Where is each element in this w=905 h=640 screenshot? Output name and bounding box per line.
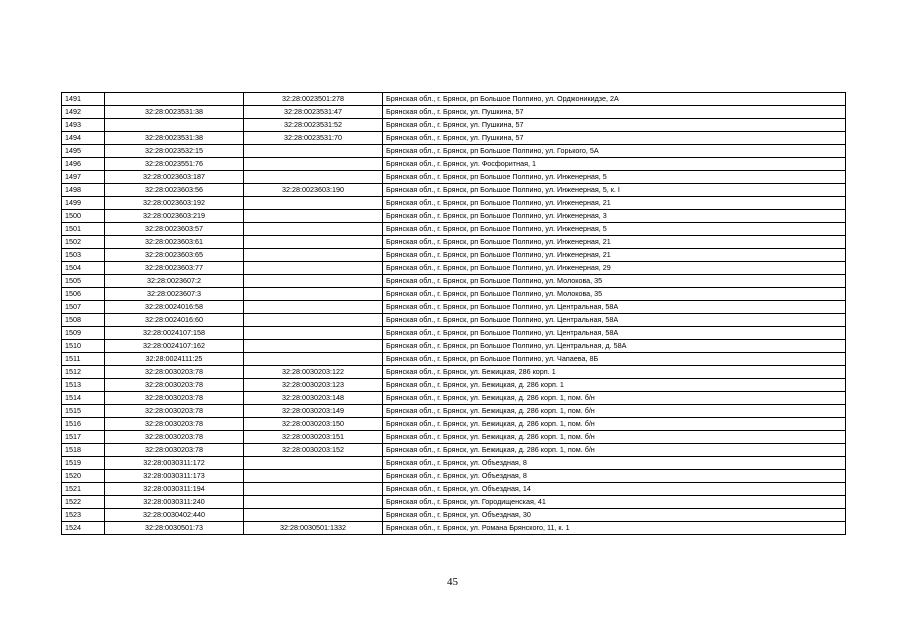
cadastral-number-cell: 32:28:0023603:61 — [105, 236, 244, 249]
cadastral-number-cell: 32:28:0023603:219 — [105, 210, 244, 223]
table-row — [62, 262, 846, 275]
cadastral-number-cell: 32:28:0030311:194 — [105, 483, 244, 496]
object-cadastral-number-cell: 32:28:0023531:70 — [244, 132, 383, 145]
address-cell: Брянская обл., г. Брянск, рп Большое Полпино, ул. Центральная, 58А — [383, 327, 846, 340]
address-cell: Брянская обл., г. Брянск, ул. Фосфоритная, 1 — [383, 158, 846, 171]
row-number-cell: 1502 — [62, 236, 105, 249]
object-cadastral-number-cell: 32:28:0030203:152 — [244, 444, 383, 457]
address-cell: Брянская обл., г. Брянск, рп Большое Полпино, ул. Молокова, 35 — [383, 275, 846, 288]
object-cadastral-number-cell: 32:28:0030203:122 — [244, 366, 383, 379]
table-row — [62, 379, 846, 392]
object-cadastral-number-cell — [244, 223, 383, 236]
table-row — [62, 158, 846, 171]
object-cadastral-number-cell — [244, 483, 383, 496]
object-cadastral-number-cell: 32:28:0030203:150 — [244, 418, 383, 431]
table-row — [62, 496, 846, 509]
cadastral-number-cell: 32:28:0023551:76 — [105, 158, 244, 171]
address-cell: Брянская обл., г. Брянск, ул. Объездная, 30 — [383, 509, 846, 522]
table-row — [62, 327, 846, 340]
row-number-cell: 1494 — [62, 132, 105, 145]
table-row — [62, 106, 846, 119]
address-cell: Брянская обл., г. Брянск, ул. Романа Брянского, 11, к. 1 — [383, 522, 846, 535]
row-number-cell: 1495 — [62, 145, 105, 158]
row-number-cell: 1493 — [62, 119, 105, 132]
table-row — [62, 418, 846, 431]
object-cadastral-number-cell — [244, 301, 383, 314]
table-row — [62, 366, 846, 379]
object-cadastral-number-cell: 32:28:0023531:52 — [244, 119, 383, 132]
table-row — [62, 509, 846, 522]
address-cell: Брянская обл., г. Брянск, ул. Объездная, 14 — [383, 483, 846, 496]
cadastral-number-cell: 32:28:0030311:172 — [105, 457, 244, 470]
address-cell: Брянская обл., г. Брянск, ул. Пушкина, 57 — [383, 132, 846, 145]
address-cell: Брянская обл., г. Брянск, рп Большое Полпино, ул. Центральная, д. 58А — [383, 340, 846, 353]
object-cadastral-number-cell: 32:28:0030203:148 — [244, 392, 383, 405]
row-number-cell: 1507 — [62, 301, 105, 314]
row-number-cell: 1497 — [62, 171, 105, 184]
address-cell: Брянская обл., г. Брянск, ул. Бежицкая, д. 286 корп. 1, пом. б/н — [383, 405, 846, 418]
table-row — [62, 431, 846, 444]
object-cadastral-number-cell — [244, 457, 383, 470]
row-number-cell: 1501 — [62, 223, 105, 236]
object-cadastral-number-cell — [244, 275, 383, 288]
row-number-cell: 1513 — [62, 379, 105, 392]
row-number-cell: 1503 — [62, 249, 105, 262]
object-cadastral-number-cell: 32:28:0030203:151 — [244, 431, 383, 444]
row-number-cell: 1510 — [62, 340, 105, 353]
address-cell: Брянская обл., г. Брянск, ул. Бежицкая, д. 286 корп. 1, пом. б/н — [383, 431, 846, 444]
address-cell: Брянская обл., г. Брянск, рп Большое Полпино, ул. Инженерная, 5, к. I — [383, 184, 846, 197]
table-row — [62, 236, 846, 249]
address-cell: Брянская обл., г. Брянск, ул. Пушкина, 57 — [383, 106, 846, 119]
object-cadastral-number-cell — [244, 314, 383, 327]
row-number-cell: 1492 — [62, 106, 105, 119]
table-row — [62, 392, 846, 405]
row-number-cell: 1522 — [62, 496, 105, 509]
table-row — [62, 457, 846, 470]
cadastral-number-cell — [105, 93, 244, 106]
address-cell: Брянская обл., г. Брянск, ул. Бежицкая, д. 286 корп. 1, пом. б/н — [383, 392, 846, 405]
address-cell: Брянская обл., г. Брянск, рп Большое Полпино, ул. Инженерная, 5 — [383, 171, 846, 184]
cadastral-number-cell: 32:28:0030203:78 — [105, 444, 244, 457]
object-cadastral-number-cell — [244, 197, 383, 210]
cadastral-number-cell: 32:28:0030402:440 — [105, 509, 244, 522]
table-row — [62, 405, 846, 418]
cadastral-number-cell: 32:28:0024016:60 — [105, 314, 244, 327]
address-cell: Брянская обл., г. Брянск, ул. Пушкина, 57 — [383, 119, 846, 132]
row-number-cell: 1504 — [62, 262, 105, 275]
page-number: 45 — [447, 576, 458, 588]
object-cadastral-number-cell — [244, 249, 383, 262]
row-number-cell: 1500 — [62, 210, 105, 223]
object-cadastral-number-cell: 32:28:0030203:123 — [244, 379, 383, 392]
table-row — [62, 301, 846, 314]
cadastral-number-cell: 32:28:0024107:162 — [105, 340, 244, 353]
cadastral-number-cell: 32:28:0030203:78 — [105, 366, 244, 379]
address-cell: Брянская обл., г. Брянск, рп Большое Полпино, ул. Чапаева, 8Б — [383, 353, 846, 366]
cadastral-number-cell: 32:28:0030203:78 — [105, 405, 244, 418]
table-row — [62, 249, 846, 262]
table-row — [62, 184, 846, 197]
table-row — [62, 288, 846, 301]
row-number-cell: 1519 — [62, 457, 105, 470]
table-row — [62, 145, 846, 158]
cadastral-number-cell: 32:28:0030203:78 — [105, 418, 244, 431]
cadastral-number-cell: 32:28:0024111:25 — [105, 353, 244, 366]
object-cadastral-number-cell: 32:28:0030501:1332 — [244, 522, 383, 535]
row-number-cell: 1508 — [62, 314, 105, 327]
object-cadastral-number-cell — [244, 340, 383, 353]
cadastral-number-cell: 32:28:0030203:78 — [105, 379, 244, 392]
object-cadastral-number-cell — [244, 353, 383, 366]
address-cell: Брянская обл., г. Брянск, рп Большое Полпино, ул. Горького, 5А — [383, 145, 846, 158]
cadastral-number-cell: 32:28:0023603:57 — [105, 223, 244, 236]
object-cadastral-number-cell: 32:28:0023603:190 — [244, 184, 383, 197]
row-number-cell: 1491 — [62, 93, 105, 106]
row-number-cell: 1511 — [62, 353, 105, 366]
object-cadastral-number-cell — [244, 509, 383, 522]
object-cadastral-number-cell — [244, 327, 383, 340]
object-cadastral-number-cell: 32:28:0023531:47 — [244, 106, 383, 119]
row-number-cell: 1506 — [62, 288, 105, 301]
object-cadastral-number-cell: 32:28:0023501:278 — [244, 93, 383, 106]
address-cell: Брянская обл., г. Брянск, ул. Бежицкая, 286 корп. 1 — [383, 366, 846, 379]
row-number-cell: 1499 — [62, 197, 105, 210]
row-number-cell: 1496 — [62, 158, 105, 171]
table-row — [62, 197, 846, 210]
address-cell: Брянская обл., г. Брянск, ул. Городищенская, 41 — [383, 496, 846, 509]
row-number-cell: 1515 — [62, 405, 105, 418]
table-row — [62, 171, 846, 184]
property-register-table — [61, 92, 846, 535]
address-cell: Брянская обл., г. Брянск, рп Большое Полпино, ул. Центральная, 58А — [383, 314, 846, 327]
row-number-cell: 1514 — [62, 392, 105, 405]
address-cell: Брянская обл., г. Брянск, рп Большое Полпино, ул. Инженерная, 3 — [383, 210, 846, 223]
table-row — [62, 353, 846, 366]
table-row — [62, 340, 846, 353]
object-cadastral-number-cell — [244, 236, 383, 249]
row-number-cell: 1512 — [62, 366, 105, 379]
table-row — [62, 444, 846, 457]
row-number-cell: 1498 — [62, 184, 105, 197]
row-number-cell: 1524 — [62, 522, 105, 535]
table-row — [62, 210, 846, 223]
object-cadastral-number-cell — [244, 145, 383, 158]
table-row — [62, 275, 846, 288]
cadastral-number-cell: 32:28:0030203:78 — [105, 431, 244, 444]
cadastral-number-cell: 32:28:0023603:187 — [105, 171, 244, 184]
address-cell: Брянская обл., г. Брянск, рп Большое Полпино, ул. Инженерная, 21 — [383, 236, 846, 249]
row-number-cell: 1523 — [62, 509, 105, 522]
address-cell: Брянская обл., г. Брянск, рп Большое Полпино, ул. Инженерная, 29 — [383, 262, 846, 275]
cadastral-number-cell: 32:28:0023607:2 — [105, 275, 244, 288]
address-cell: Брянская обл., г. Брянск, рп Большое Полпино, ул. Инженерная, 5 — [383, 223, 846, 236]
address-cell: Брянская обл., г. Брянск, рп Большое Полпино, ул. Орджоникидзе, 2А — [383, 93, 846, 106]
cadastral-number-cell: 32:28:0023531:38 — [105, 106, 244, 119]
object-cadastral-number-cell — [244, 496, 383, 509]
object-cadastral-number-cell — [244, 171, 383, 184]
table-row — [62, 132, 846, 145]
object-cadastral-number-cell — [244, 288, 383, 301]
cadastral-number-cell: 32:28:0023607:3 — [105, 288, 244, 301]
cadastral-number-cell — [105, 119, 244, 132]
address-cell: Брянская обл., г. Брянск, ул. Бежицкая, д. 286 корп. 1 — [383, 379, 846, 392]
cadastral-number-cell: 32:28:0023603:65 — [105, 249, 244, 262]
row-number-cell: 1521 — [62, 483, 105, 496]
cadastral-number-cell: 32:28:0024107:158 — [105, 327, 244, 340]
cadastral-number-cell: 32:28:0023603:56 — [105, 184, 244, 197]
cadastral-number-cell: 32:28:0024016:58 — [105, 301, 244, 314]
table-row — [62, 223, 846, 236]
cadastral-number-cell: 32:28:0023531:38 — [105, 132, 244, 145]
table-row — [62, 470, 846, 483]
cadastral-number-cell: 32:28:0023603:192 — [105, 197, 244, 210]
row-number-cell: 1505 — [62, 275, 105, 288]
address-cell: Брянская обл., г. Брянск, ул. Бежицкая, д. 286 корп. 1, пом. б/н — [383, 418, 846, 431]
row-number-cell: 1520 — [62, 470, 105, 483]
object-cadastral-number-cell — [244, 262, 383, 275]
cadastral-number-cell: 32:28:0030311:240 — [105, 496, 244, 509]
table-row — [62, 119, 846, 132]
address-cell: Брянская обл., г. Брянск, ул. Объездная, 8 — [383, 457, 846, 470]
cadastral-number-cell: 32:28:0023603:77 — [105, 262, 244, 275]
cadastral-number-cell: 32:28:0030311:173 — [105, 470, 244, 483]
object-cadastral-number-cell — [244, 470, 383, 483]
table-row — [62, 93, 846, 106]
table-row — [62, 314, 846, 327]
object-cadastral-number-cell — [244, 210, 383, 223]
address-cell: Брянская обл., г. Брянск, рп Большое Полпино, ул. Инженерная, 21 — [383, 197, 846, 210]
table-row — [62, 483, 846, 496]
row-number-cell: 1516 — [62, 418, 105, 431]
address-cell: Брянская обл., г. Брянск, ул. Объездная, 8 — [383, 470, 846, 483]
row-number-cell: 1518 — [62, 444, 105, 457]
cadastral-number-cell: 32:28:0030501:73 — [105, 522, 244, 535]
cadastral-number-cell: 32:28:0030203:78 — [105, 392, 244, 405]
address-cell: Брянская обл., г. Брянск, рп Большое Полпино, ул. Инженерная, 21 — [383, 249, 846, 262]
address-cell: Брянская обл., г. Брянск, рп Большое Полпино, ул. Центральная, 58А — [383, 301, 846, 314]
address-cell: Брянская обл., г. Брянск, ул. Бежицкая, д. 286 корп. 1, пом. б/н — [383, 444, 846, 457]
row-number-cell: 1517 — [62, 431, 105, 444]
table-body — [62, 93, 846, 535]
object-cadastral-number-cell: 32:28:0030203:149 — [244, 405, 383, 418]
object-cadastral-number-cell — [244, 158, 383, 171]
cadastral-number-cell: 32:28:0023532:15 — [105, 145, 244, 158]
address-cell: Брянская обл., г. Брянск, рп Большое Полпино, ул. Молокова, 35 — [383, 288, 846, 301]
row-number-cell: 1509 — [62, 327, 105, 340]
table-row — [62, 522, 846, 535]
